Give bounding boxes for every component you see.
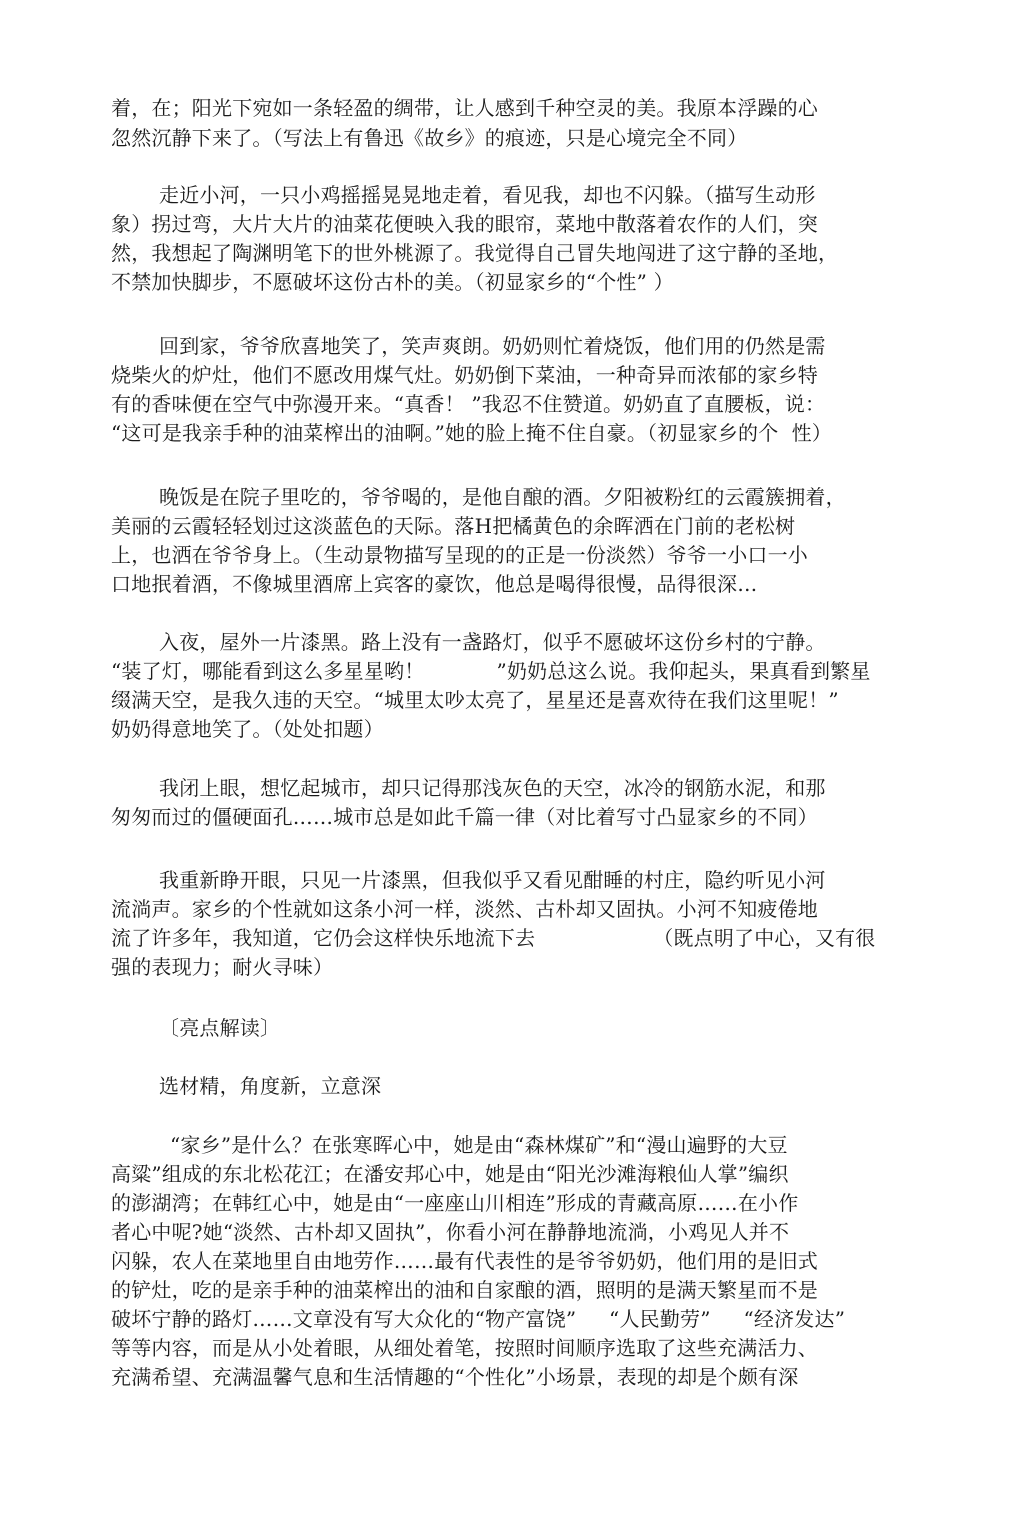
section-heading-highlights: 〔亮点解读〕	[159, 1016, 281, 1040]
paragraph-10-line-6: 的铲灶，吃的是亲手种的油菜榨出的油和自家酿的酒，照明的是满天繁星而不是	[111, 1278, 818, 1302]
paragraph-5-line-4: 奶奶得意地笑了。（处处扣题）	[111, 717, 384, 741]
paragraph-2-line-3: 然，我想起了陶渊明笔下的世外桃源了。我觉得自己冒失地闯进了这宁静的圣地，	[111, 241, 839, 265]
paragraph-2-line-1: 走近小河，一只小鸡摇摇晃晃地走着，看见我，却也不闪躲。（描写生动形	[159, 183, 816, 207]
paragraph-1-line-2: 忽然沉静下来了。（写法上有鲁迅《故乡》的痕迹，只是心境完全不同）	[111, 126, 748, 150]
paragraph-10-line-8: 等等内容，而是从小处着眼，从细处着笔，按照时间顺序选取了这些充满活力、	[111, 1336, 818, 1360]
paragraph-6-line-1: 我闭上眼，想忆起城市，却只记得那浅灰色的天空，冰冷的钢筋水泥，和那	[159, 776, 826, 800]
paragraph-7-line-2: 流淌声。家乡的个性就如这条小河一样，淡然、古朴却又固执。小河不知疲倦地	[111, 897, 818, 921]
paragraph-7-line-3: 流了许多年，我知道，它仍会这样快乐地流下去 （既点明了中心，又有很	[111, 926, 876, 950]
paragraph-1-line-1: 着，在；阳光下宛如一条轻盈的绸带，让人感到千种空灵的美。我原本浮躁的心	[111, 96, 818, 120]
paragraph-5-line-2: “装了灯，哪能看到这么多星星哟！ ”奶奶总这么说。我仰起头，果真看到繁星	[111, 659, 871, 683]
paragraph-4-line-4: 口地抿着酒，不像城里酒席上宾客的豪饮，他总是喝得很慢，品得很深…	[111, 572, 758, 596]
paragraph-7-line-4: 强的表现力；耐火寻味）	[111, 955, 334, 979]
paragraph-4-line-1: 晚饭是在院子里吃的，爷爷喝的，是他自酿的酒。夕阳被粉红的云霞簇拥着，	[159, 485, 846, 509]
paragraph-3-line-2: 烧柴火的炉灶，他们不愿改用煤气灶。奶奶倒下菜油，一种奇异而浓郁的家乡特	[111, 363, 818, 387]
paragraph-10-line-1: “家乡”是什么？在张寒晖心中，她是由“森林煤矿”和“漫山遍野的大豆	[170, 1133, 788, 1157]
paragraph-10-line-9: 充满希望、充满温馨气息和生活情趣的“个性化”小场景，表现的却是个颇有深	[111, 1365, 799, 1389]
paragraph-6-line-2: 匆匆而过的僵硬面孔……城市总是如此千篇一律（对比着写寸凸显家乡的不同）	[111, 805, 818, 829]
paragraph-10-line-4: 者心中呢?她“淡然、古朴却又固执”，你看小河在静静地流淌，小鸡见人并不	[111, 1220, 790, 1244]
paragraph-3-line-3: 有的香味便在空气中弥漫开来。“真香！ ”我忍不住赞道。奶奶直了直腰板，说：	[111, 392, 826, 416]
paragraph-2-line-4: 不禁加快脚步，不愿破坏这份古朴的美。（初显家乡的“个性” ）	[111, 270, 674, 294]
paragraph-5-line-3: 缀满天空，是我久违的天空。“城里太吵太亮了，星星还是喜欢待在我们这里呢！”	[111, 688, 839, 712]
paragraph-10-line-2: 高粱”组成的东北松花江；在潘安邦心中，她是由“阳光沙滩海粮仙人掌”编织	[111, 1162, 789, 1186]
paragraph-10-line-3: 的澎湖湾；在韩红心中，她是由“一座座山川相连”形成的青藏高原……在小作	[111, 1191, 799, 1215]
paragraph-4-line-3: 上，也洒在爷爷身上。（生动景物描写呈现的的正是一份淡然）爷爷一小口一小	[111, 543, 808, 567]
paragraph-10-line-7: 破坏宁静的路灯……文章没有写大众化的“物产富饶” “人民勤劳” “经济发达”	[111, 1307, 846, 1331]
paragraph-4-line-2: 美丽的云霞轻轻划过这淡蓝色的天际。落H把橘黄色的余晖洒在门前的老松树	[111, 514, 796, 538]
paragraph-5-line-1: 入夜，屋外一片漆黑。路上没有一盏路灯，似乎不愿破坏这份乡村的宁静。	[159, 630, 826, 654]
section-subheading: 选材精，角度新，立意深	[159, 1074, 382, 1098]
paragraph-2-line-2: 象）拐过弯，大片大片的油菜花便映入我的眼帘，菜地中散落着农作的人们，突	[111, 212, 818, 236]
paragraph-10-line-5: 闪躲，农人在菜地里自由地劳作……最有代表性的是爷爷奶奶，他们用的是旧式	[111, 1249, 818, 1273]
paragraph-7-line-1: 我重新睁开眼，只见一片漆黑，但我似乎又看见酣睡的村庄，隐约听见小河	[159, 868, 826, 892]
paragraph-3-line-4: “这可是我亲手种的油菜榨出的油啊。”她的脸上掩不住自豪。（初显家乡的个 性）	[111, 421, 832, 445]
paragraph-3-line-1: 回到家，爷爷欣喜地笑了，笑声爽朗。奶奶则忙着烧饭，他们用的仍然是需	[159, 334, 826, 358]
